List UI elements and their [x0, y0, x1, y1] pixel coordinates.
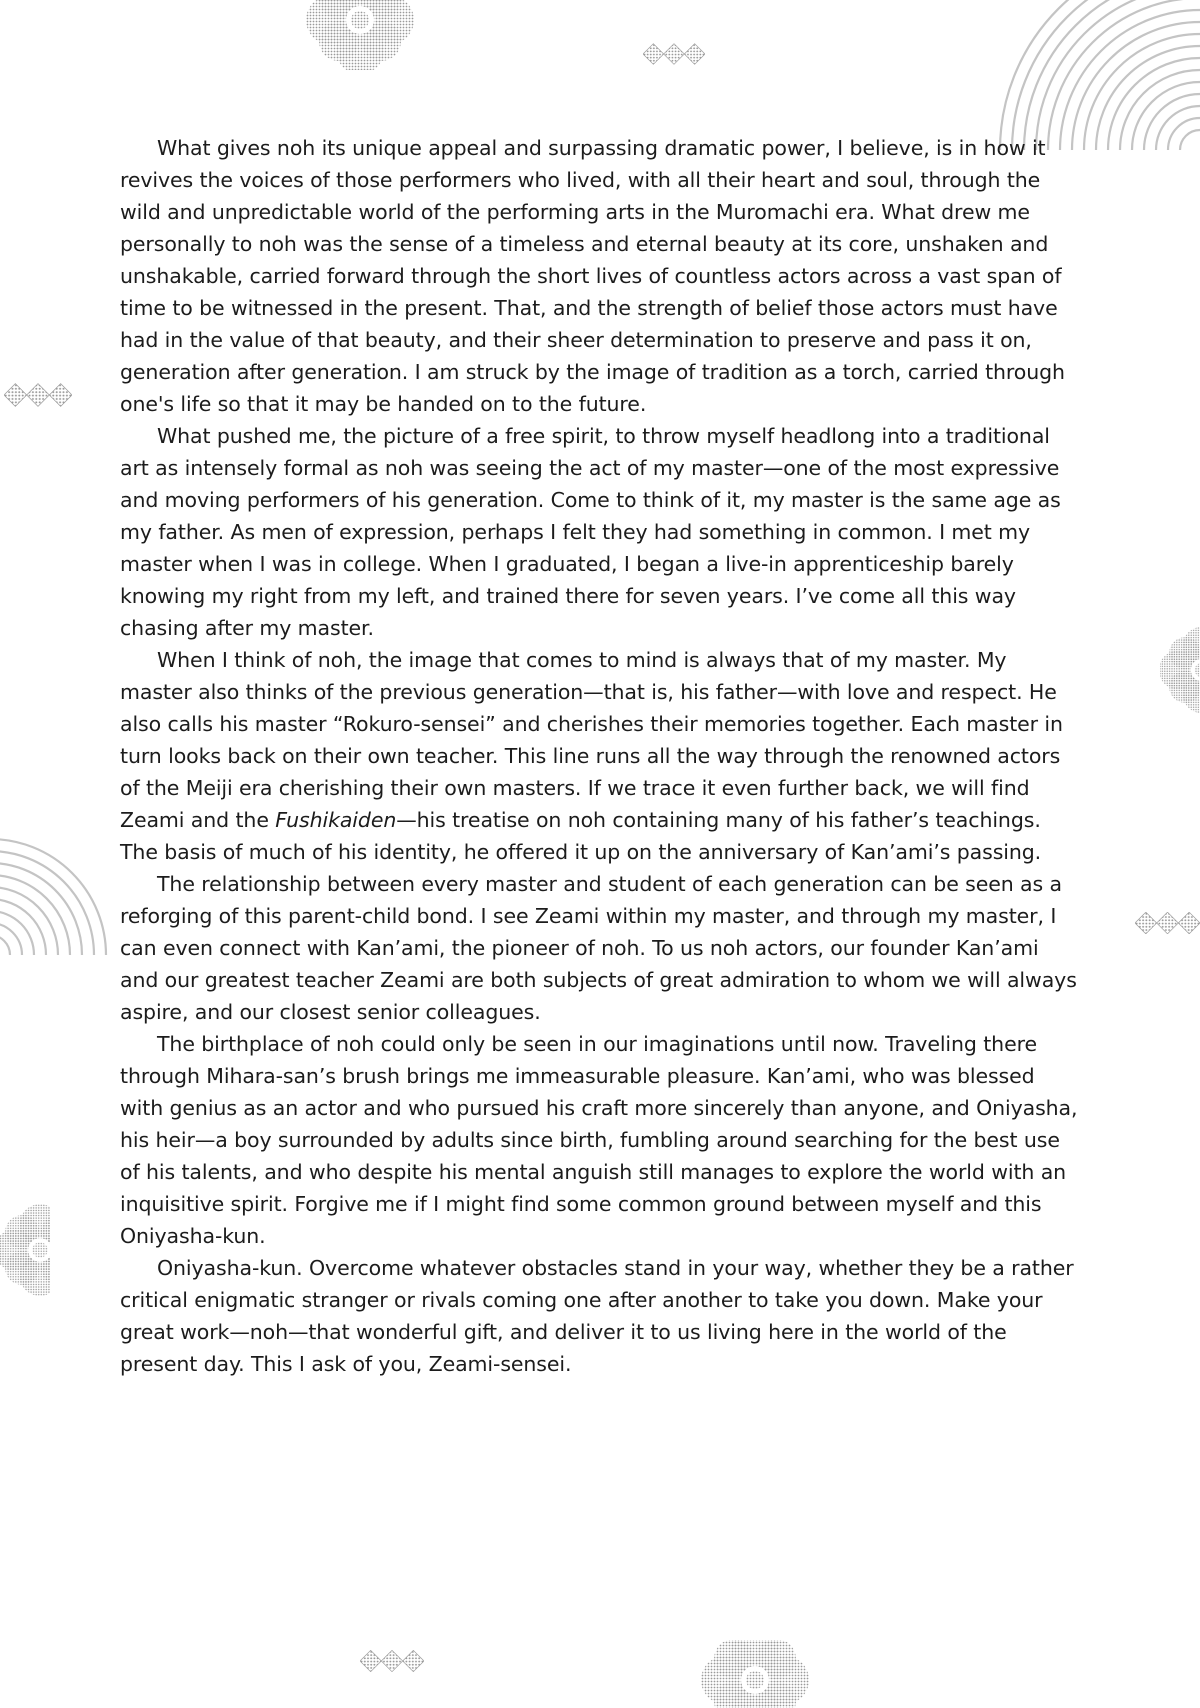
top-right-wave-icon: [960, 0, 1200, 150]
left-diamonds-icon: [4, 383, 72, 407]
paragraph-4: The relationship between every master and student of each generation can be seen as a reforging of this parent-child bond. I see Zeami within my master, and through my master, I can even connect with Kan’ami, the pioneer of noh. To us noh actors, our founder Kan’ami and our greatest teacher Zeami are both subjects of great admiration to whom we will always aspire, and our closest senior colleagues.: [120, 872, 1077, 1024]
paragraph-1: What gives noh its unique appeal and surpassing dramatic power, I believe, is in how it revives the voices of those performers who lived, with all their heart and soul, through the wild and unpredictable world of the performing arts in the Muromachi era. What drew me personally to noh was the sense of a timeless and eternal beauty at its core, unshaken and unshakable, carried forward through the short lives of countless actors across a vast span of time to be witnessed in the present. That, and the strength of belief those actors must have had in the value of that beauty, and their sheer determination to preserve and pass it on, generation after generation. I am struck by the image of tradition as a torch, carried through one's life so that it may be handed on to the future.: [120, 136, 1065, 416]
left-wave-icon: [0, 785, 110, 955]
paragraph-5: The birthplace of noh could only be seen in our imaginations until now. Traveling there through Mihara-san’s brush brings me immeasurable pleasure. Kan’ami, who was blessed with genius as an actor and who pursued his craft more sincerely than anyone, and Oniyasha, his heir—a boy surrounded by adults since birth, fumbling around searching for the best use of his talents, and who despite his mental anguish still manages to explore the world with an inquisitive spirit. Forgive me if I might find some common ground between myself and this Oniyasha-kun.: [120, 1032, 1078, 1248]
top-crest-icon: [300, 0, 420, 70]
left-crest-icon: [0, 1195, 50, 1305]
top-diamonds-icon: [643, 43, 705, 65]
right-crest-icon: [1160, 620, 1200, 720]
paragraph-3-after: —his treatise on noh containing many of his father’s teachings. The basis of much of his identity, he offered it up on the anniversary of Kan’ami’s passing.: [120, 808, 1042, 864]
bottom-diamonds-icon: [360, 1650, 424, 1672]
paragraph-3: [120, 644, 1080, 868]
bottom-crest-icon: [695, 1640, 815, 1708]
paragraph-6: Oniyasha-kun. Overcome whatever obstacles stand in your way, whether they be a rather critical enigmatic stranger or rivals coming one after another to take you down. Make your great work—noh—that wonderful gift, and deliver it to us living here in the world of the present day. This I ask of you, Zeami-sensei.: [120, 1256, 1074, 1376]
paragraph-3-before: When I think of noh, the image that comes to mind is always that of my master. My master also thinks of the previous generation—that is, his father—with love and respect. He also calls his master “Rokuro-sensei” and cherishes their memories together. Each master in turn looks back on their own teacher. This line runs all the way through the renowned actors of the Meiji era cherishing their own masters. If we trace it even further back, we will find Zeami and the: [120, 648, 1063, 832]
article-body: [120, 132, 1080, 1380]
book-title-fushikaiden: Fushikaiden: [275, 808, 397, 832]
right-diamonds-icon: [1135, 912, 1200, 934]
paragraph-2: What pushed me, the picture of a free spirit, to throw myself headlong into a traditional art as intensely formal as noh was seeing the act of my master—one of the most expressive and moving performers of his generation. Come to think of it, my master is the same age as my father. As men of expression, perhaps I felt they had something in common. I met my master when I was in college. When I graduated, I began a live-in apprenticeship barely knowing my right from my left, and trained there for seven years. I’ve come all this way chasing after my master.: [120, 424, 1061, 640]
